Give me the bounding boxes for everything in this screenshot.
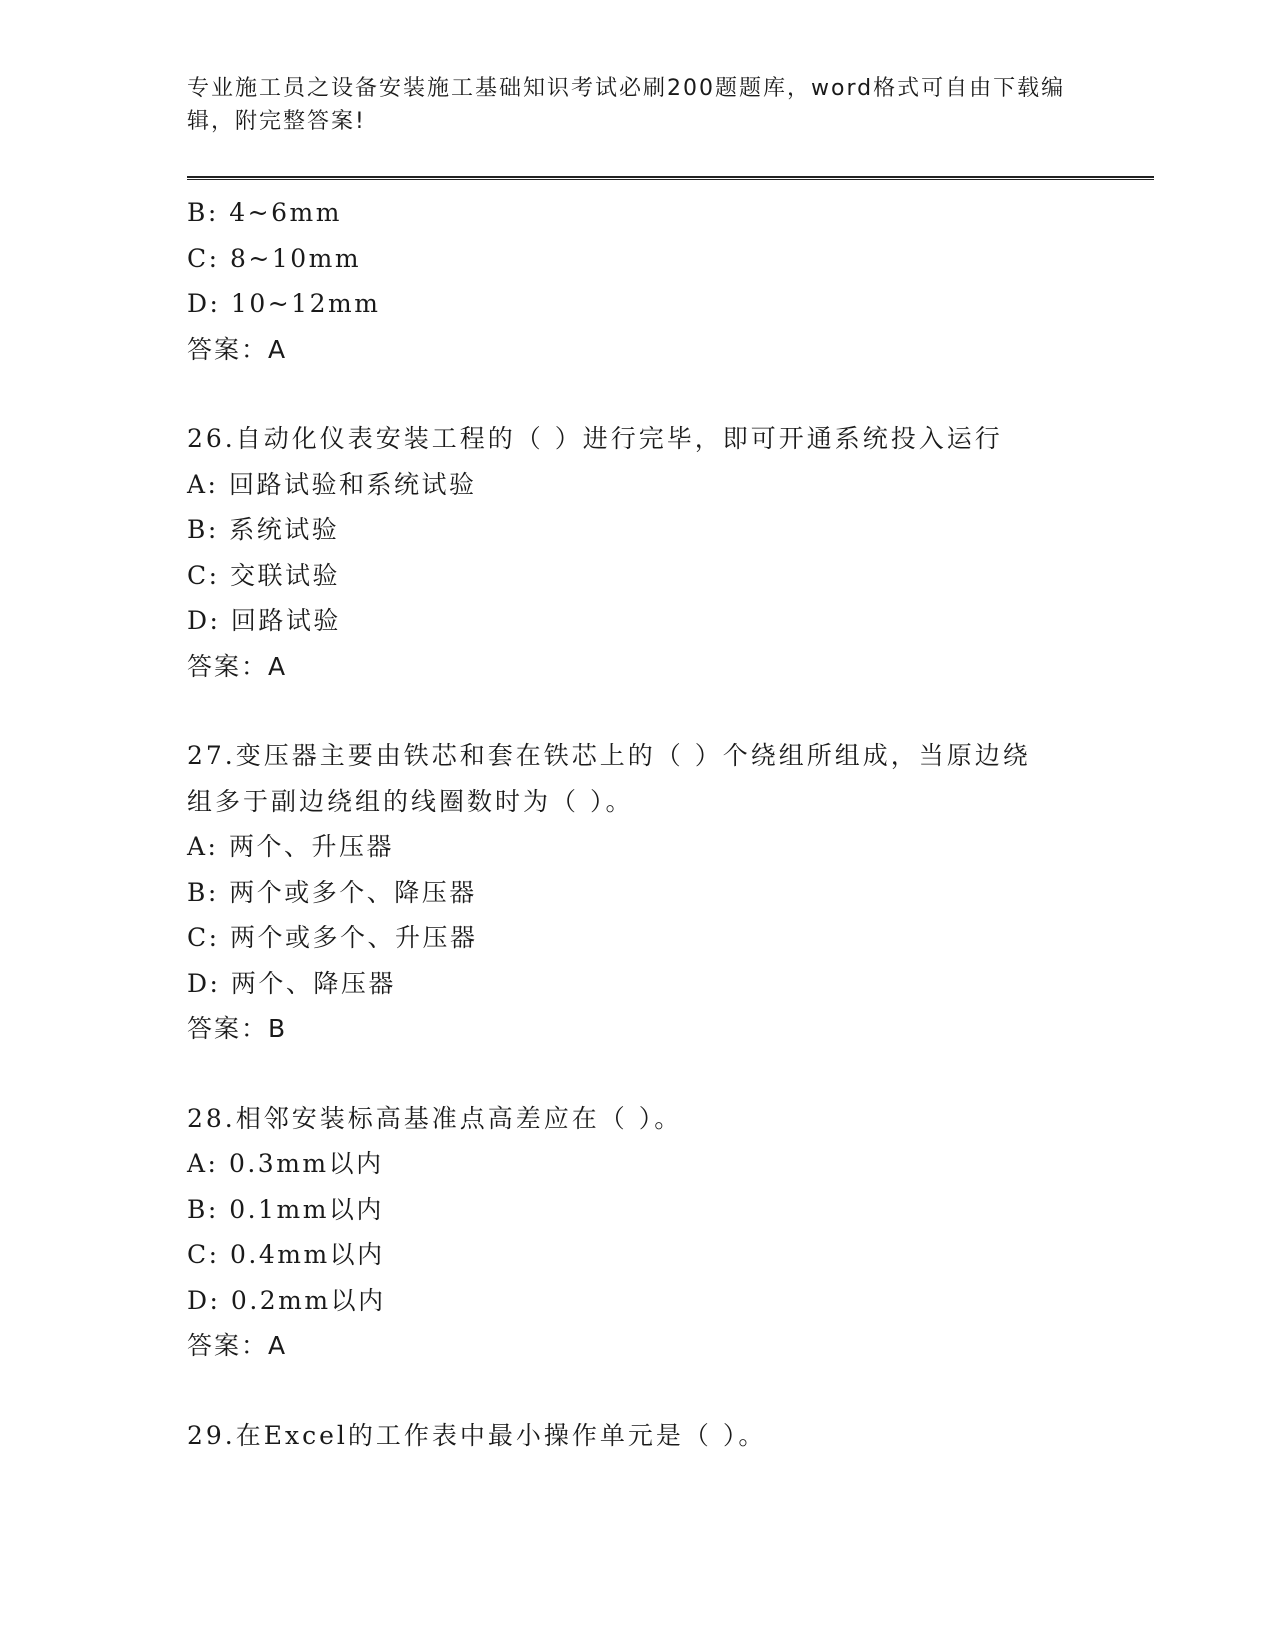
option-a: A: 0.3mm以内 <box>187 1149 384 1178</box>
question-stem: 29.在Excel的工作表中最小操作单元是（ ）。 <box>187 1420 767 1450</box>
option-c: C: 交联试验 <box>187 560 341 590</box>
question-27 <box>187 733 1087 1052</box>
continued-question <box>187 190 1087 372</box>
question-stem: 28.相邻安装标高基准点高差应在（ ）。 <box>187 1103 683 1133</box>
option-b: B: 4~6mm <box>187 198 342 227</box>
header-divider <box>187 176 1154 180</box>
option-c: C: 两个或多个、升压器 <box>187 923 478 952</box>
option-d: D: 回路试验 <box>187 606 341 635</box>
option-b: B: 系统试验 <box>187 515 340 544</box>
answer-line: 答案：A <box>187 1331 288 1360</box>
question-29 <box>187 1413 1087 1459</box>
question-content <box>187 190 1087 1458</box>
document-header <box>187 72 1067 138</box>
question-28 <box>187 1096 1087 1369</box>
question-26 <box>187 416 1087 689</box>
answer-line: 答案：A <box>187 651 288 681</box>
option-d: D: 0.2mm以内 <box>187 1285 386 1315</box>
option-c: C: 8~10mm <box>187 243 362 273</box>
option-d: D: 两个、降压器 <box>187 968 396 998</box>
answer-line: 答案：B <box>187 1014 288 1043</box>
question-stem: 27.变压器主要由铁芯和套在铁芯上的（ ）个绕组所组成，当原边绕组多于副边绕组的线圈数时为（ ）。 <box>187 741 1031 816</box>
option-d: D: 10~12mm <box>187 289 381 318</box>
option-b: B: 0.1mm以内 <box>187 1194 384 1224</box>
answer-line: 答案：A <box>187 334 288 364</box>
header-title: 专业施工员之设备安装施工基础知识考试必刷200题题库，word格式可自由下载编辑，附完整答案! <box>187 76 1066 134</box>
option-c: C: 0.4mm以内 <box>187 1240 385 1269</box>
question-stem: 26.自动化仪表安装工程的（ ）进行完毕，即可开通系统投入运行 <box>187 424 1003 453</box>
option-b: B: 两个或多个、降压器 <box>187 877 477 907</box>
option-a: A: 回路试验和系统试验 <box>187 469 477 499</box>
option-a: A: 两个、升压器 <box>187 832 394 861</box>
